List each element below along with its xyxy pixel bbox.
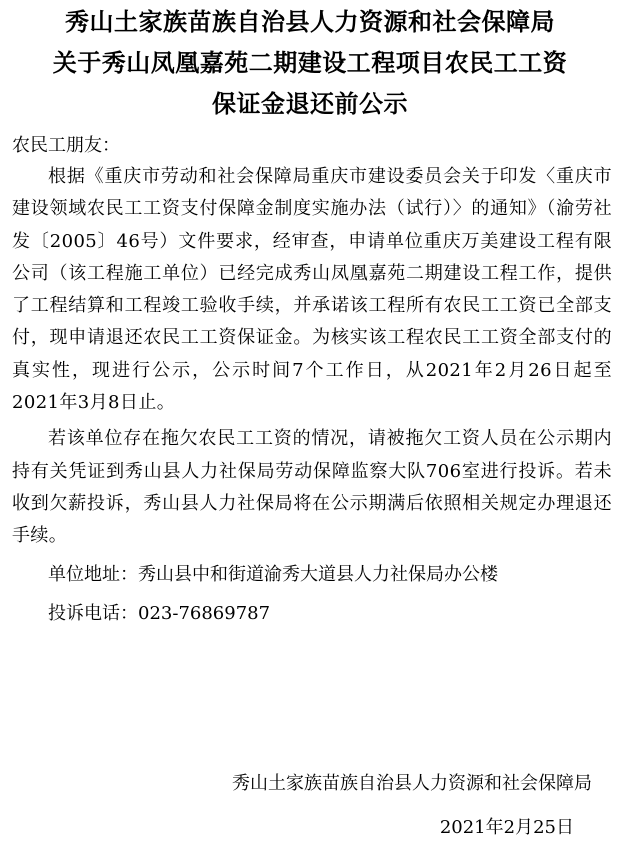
signature-date: 2021年2月25日 <box>439 817 574 838</box>
unit-address: 单位地址：秀山县中和街道渝秀大道县人力社保局办公楼 <box>48 563 498 585</box>
paragraph-complaint: 若该单位存在拖欠农民工工资的情况，请被拖欠工资人员在公示期内持有关凭证到秀山县人力社保局劳动保障监察大队706室进行投诉。若未收到欠薪投诉，秀山县人力社保局将在公示期满后依照相关规定办理退还手续。 <box>12 428 612 547</box>
salutation: 农民工朋友： <box>12 135 120 156</box>
signature-org: 秀山土家族苗族自治县人力资源和社会保障局 <box>232 773 592 794</box>
paragraph-main: 根据《重庆市劳动和社会保障局重庆市建设委员会关于印发〈重庆市建设领域农民工工资支付保障金制度实施办法（试行）〉的通知》（渝劳社发〔2005〕46号）文件要求，经审查，申请单位重庆万美建设工程有限公司（该工程施工单位）已经完成秀山凤凰嘉苑二期建设工程工作，提供了工程结算和工程竣工验收手续，并承诺该工程所有农民工工资已全部支付，现申请退还农民工工资保证金。为核实该工程农民工工资全部支付的真实性，现进行公示，公示时间7个工作日，从2021年2月26日起至2021年3月8日止。 <box>12 166 612 414</box>
title-line-2: 关于秀山凤凰嘉苑二期建设工程项目农民工工资 <box>52 49 568 77</box>
notice-title <box>0 0 620 125</box>
signature-block <box>232 762 592 850</box>
title-line-3: 保证金退还前公示 <box>212 90 408 118</box>
title-line-1: 秀山土家族苗族自治县人力资源和社会保障局 <box>65 8 555 36</box>
complaint-phone: 投诉电话：023-76869787 <box>48 602 271 624</box>
